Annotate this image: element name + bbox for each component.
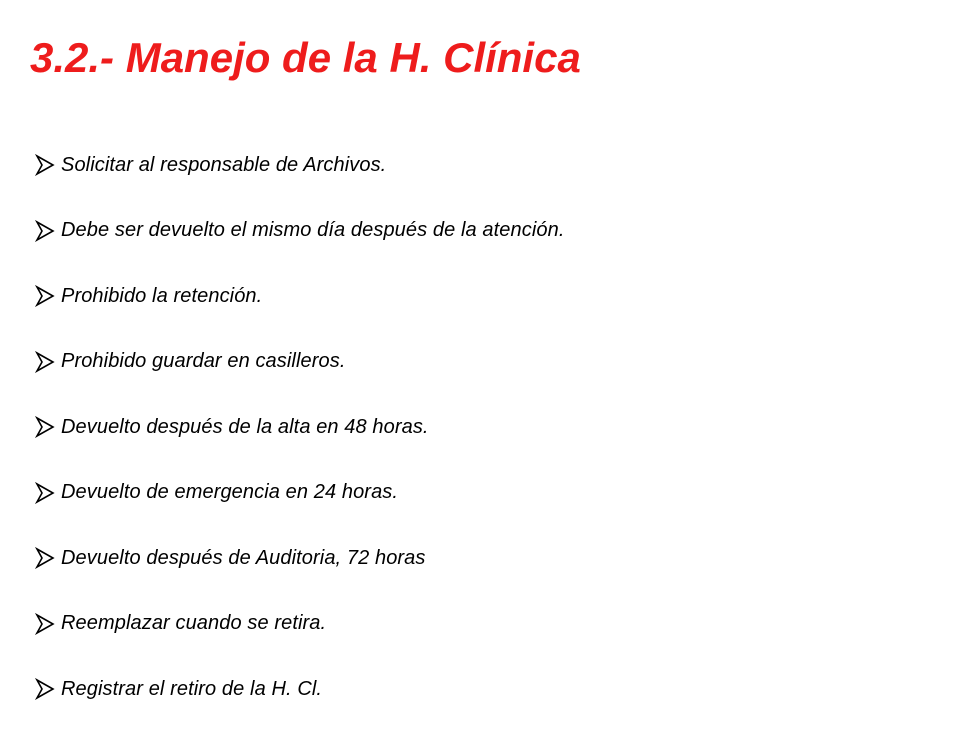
bullet-text: Solicitar al responsable de Archivos. bbox=[61, 153, 387, 176]
list-item bbox=[34, 539, 564, 577]
bullet-text: Devuelto de emergencia en 24 horas. bbox=[61, 481, 399, 503]
bullet-text: Devuelto después de la alta en 48 horas. bbox=[61, 415, 429, 438]
list-item bbox=[34, 146, 564, 184]
list-item bbox=[34, 474, 564, 512]
bullet-text: Registrar el retiro de la H. Cl. bbox=[61, 677, 323, 700]
arrow-bullet-icon bbox=[34, 285, 56, 307]
list-item bbox=[34, 605, 564, 643]
bullet-list bbox=[34, 146, 564, 736]
arrow-bullet-icon bbox=[34, 613, 56, 635]
arrow-bullet-icon bbox=[34, 351, 56, 373]
arrow-bullet-icon bbox=[34, 547, 56, 569]
list-item bbox=[34, 670, 564, 708]
bullet-text: Prohibido guardar en casilleros. bbox=[61, 350, 346, 372]
arrow-bullet-icon bbox=[34, 678, 56, 700]
arrow-bullet-icon bbox=[34, 220, 56, 242]
bullet-text: Reemplazar cuando se retira. bbox=[61, 612, 327, 634]
list-item bbox=[34, 277, 564, 315]
list-item bbox=[34, 212, 564, 250]
slide-title: 3.2.- Manejo de la H. Clínica bbox=[30, 34, 581, 81]
list-item bbox=[34, 343, 564, 381]
list-item bbox=[34, 408, 564, 446]
arrow-bullet-icon bbox=[34, 482, 56, 504]
arrow-bullet-icon bbox=[34, 154, 56, 176]
bullet-text: Devuelto después de Auditoria, 72 horas bbox=[61, 546, 426, 569]
bullet-text: Prohibido la retención. bbox=[61, 284, 263, 307]
arrow-bullet-icon bbox=[34, 416, 56, 438]
bullet-text: Debe ser devuelto el mismo día después de la atención. bbox=[61, 219, 565, 241]
